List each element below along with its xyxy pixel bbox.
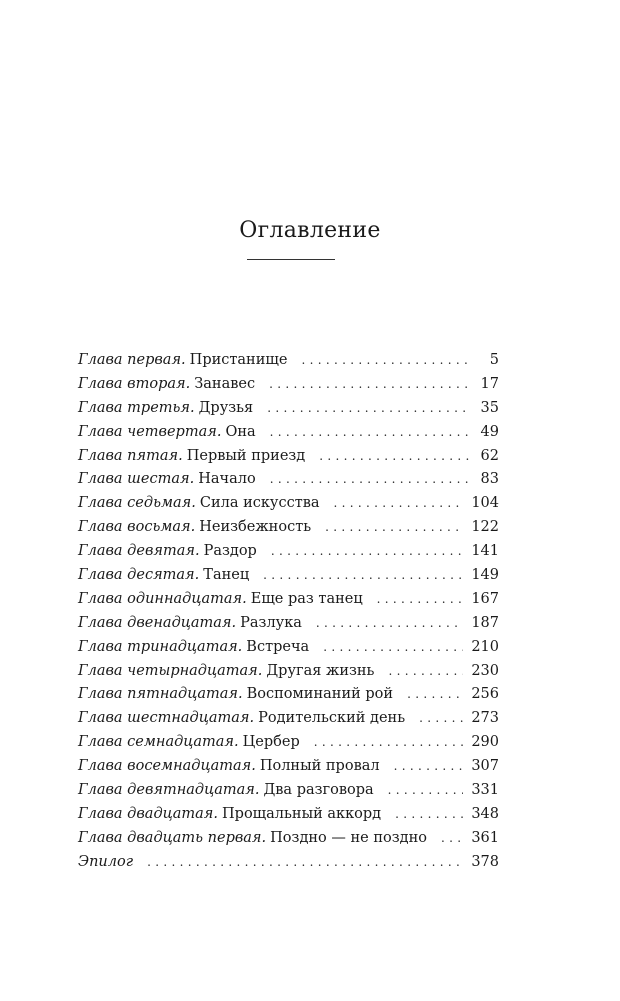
chapter-title: Пристанище <box>189 352 288 368</box>
chapter-label: Глава восьмая. <box>78 519 196 536</box>
page-number: 230 <box>471 662 499 679</box>
chapter-label: Глава седьмая. <box>78 495 196 512</box>
page-number: 348 <box>471 805 499 822</box>
chapter-label: Глава девятнадцатая. <box>78 782 260 799</box>
toc-entry[interactable] <box>78 421 499 445</box>
toc-entry[interactable] <box>78 349 499 373</box>
chapter-label: Глава первая. <box>78 352 186 368</box>
chapter-title: Цербер <box>242 734 300 751</box>
page-number: 361 <box>471 829 499 846</box>
dot-leader <box>388 779 464 803</box>
dot-leader <box>270 468 469 492</box>
page-title: Оглавление <box>239 218 381 243</box>
chapter-title: Еще раз танец <box>250 590 363 607</box>
chapter-title: Два разговора <box>263 782 374 799</box>
chapter-label: Глава шестнадцатая. <box>78 710 255 727</box>
chapter-label: Глава третья. <box>78 399 195 416</box>
dot-leader <box>316 612 463 636</box>
dot-leader <box>334 492 464 516</box>
toc-entry[interactable] <box>78 683 499 707</box>
chapter-label: Глава шестая. <box>78 471 195 488</box>
chapter-title: Встреча <box>246 638 310 655</box>
page-number: 35 <box>480 399 499 416</box>
chapter-label: Глава девятая. <box>78 543 200 560</box>
page-number: 307 <box>471 758 499 775</box>
dot-leader <box>269 373 469 397</box>
dot-leader <box>388 660 463 684</box>
page-number: 290 <box>471 734 499 751</box>
dot-leader <box>377 588 464 612</box>
toc-entry[interactable] <box>78 779 499 803</box>
toc-entry[interactable] <box>78 827 499 851</box>
chapter-label: Глава четвертая. <box>78 423 222 440</box>
chapter-label: Глава вторая. <box>78 375 191 392</box>
chapter-label: Глава четырнадцатая. <box>78 662 263 679</box>
page-number: 49 <box>480 423 499 440</box>
chapter-title: Она <box>225 423 256 440</box>
chapter-title: Воспоминаний рой <box>246 686 394 703</box>
page-number: 273 <box>471 710 499 727</box>
toc-entry[interactable] <box>78 397 499 421</box>
toc-entry[interactable] <box>78 445 499 469</box>
dot-leader <box>270 421 469 445</box>
toc-entry[interactable] <box>78 468 499 492</box>
chapter-label: Глава десятая. <box>78 567 200 584</box>
chapter-title: Занавес <box>194 375 256 392</box>
page-number: 5 <box>489 352 499 368</box>
chapter-title: Раздор <box>203 543 257 560</box>
dot-leader <box>267 397 469 421</box>
chapter-title: Разлука <box>240 614 302 631</box>
page-number: 210 <box>471 638 499 655</box>
page-number: 187 <box>471 614 499 631</box>
page-number: 83 <box>480 471 499 488</box>
toc-entry[interactable] <box>78 373 499 397</box>
dot-leader <box>263 564 463 588</box>
chapter-label: Глава тринадцатая. <box>78 638 243 655</box>
page-number: 104 <box>471 495 499 512</box>
toc-entry[interactable] <box>78 755 499 779</box>
chapter-label: Глава восемнадцатая. <box>78 758 256 775</box>
chapter-title: Танец <box>203 567 250 584</box>
chapter-title: Начало <box>198 471 256 488</box>
page-number: 167 <box>471 590 499 607</box>
chapter-label: Глава двенадцатая. <box>78 614 237 631</box>
dot-leader <box>441 827 463 851</box>
dot-leader <box>323 636 463 660</box>
page-number: 122 <box>471 519 499 536</box>
toc-entry[interactable] <box>78 636 499 660</box>
toc-entry[interactable] <box>78 516 499 540</box>
toc-entry[interactable] <box>78 492 499 516</box>
dot-leader <box>395 803 463 827</box>
table-of-contents <box>78 349 499 875</box>
dot-leader <box>419 707 463 731</box>
chapter-title: Родительский день <box>258 710 406 727</box>
chapter-label: Глава пятая. <box>78 447 183 464</box>
page-number: 331 <box>471 782 499 799</box>
page-number: 17 <box>480 375 499 392</box>
page-number: 149 <box>471 567 499 584</box>
dot-leader <box>394 755 464 779</box>
toc-entry[interactable] <box>78 660 499 684</box>
dot-leader <box>325 516 463 540</box>
chapter-title: Прощальный аккорд <box>222 805 382 822</box>
chapter-title: Неизбежность <box>199 519 312 536</box>
toc-entry[interactable] <box>78 731 499 755</box>
dot-leader <box>301 349 469 373</box>
page-number: 378 <box>471 853 499 870</box>
dot-leader <box>407 683 463 707</box>
dot-leader <box>319 445 469 469</box>
chapter-label: Глава пятнадцатая. <box>78 686 243 703</box>
page-number: 141 <box>471 543 499 560</box>
toc-entry[interactable] <box>78 851 499 875</box>
chapter-label: Глава двадцать первая. <box>78 829 267 846</box>
dot-leader <box>271 540 463 564</box>
toc-entry[interactable] <box>78 564 499 588</box>
chapter-label: Глава семнадцатая. <box>78 734 239 751</box>
toc-entry[interactable] <box>78 540 499 564</box>
toc-entry[interactable] <box>78 588 499 612</box>
dot-leader <box>314 731 464 755</box>
chapter-title: Сила искусства <box>199 495 320 512</box>
dot-leader <box>147 851 463 875</box>
toc-entry[interactable] <box>78 612 499 636</box>
chapter-title: Первый приезд <box>186 447 306 464</box>
chapter-title: Друзья <box>198 399 254 416</box>
page-number: 62 <box>480 447 499 464</box>
chapter-title: Другая жизнь <box>266 662 375 679</box>
epilogue-label: Эпилог <box>78 853 134 870</box>
page-number: 256 <box>471 686 499 703</box>
toc-entry[interactable] <box>78 803 499 827</box>
chapter-title: Поздно — не поздно <box>270 829 427 846</box>
chapter-label: Глава одиннадцатая. <box>78 590 247 607</box>
title-divider <box>247 259 335 260</box>
toc-entry[interactable] <box>78 707 499 731</box>
chapter-title: Полный провал <box>259 758 380 775</box>
chapter-label: Глава двадцатая. <box>78 805 219 822</box>
